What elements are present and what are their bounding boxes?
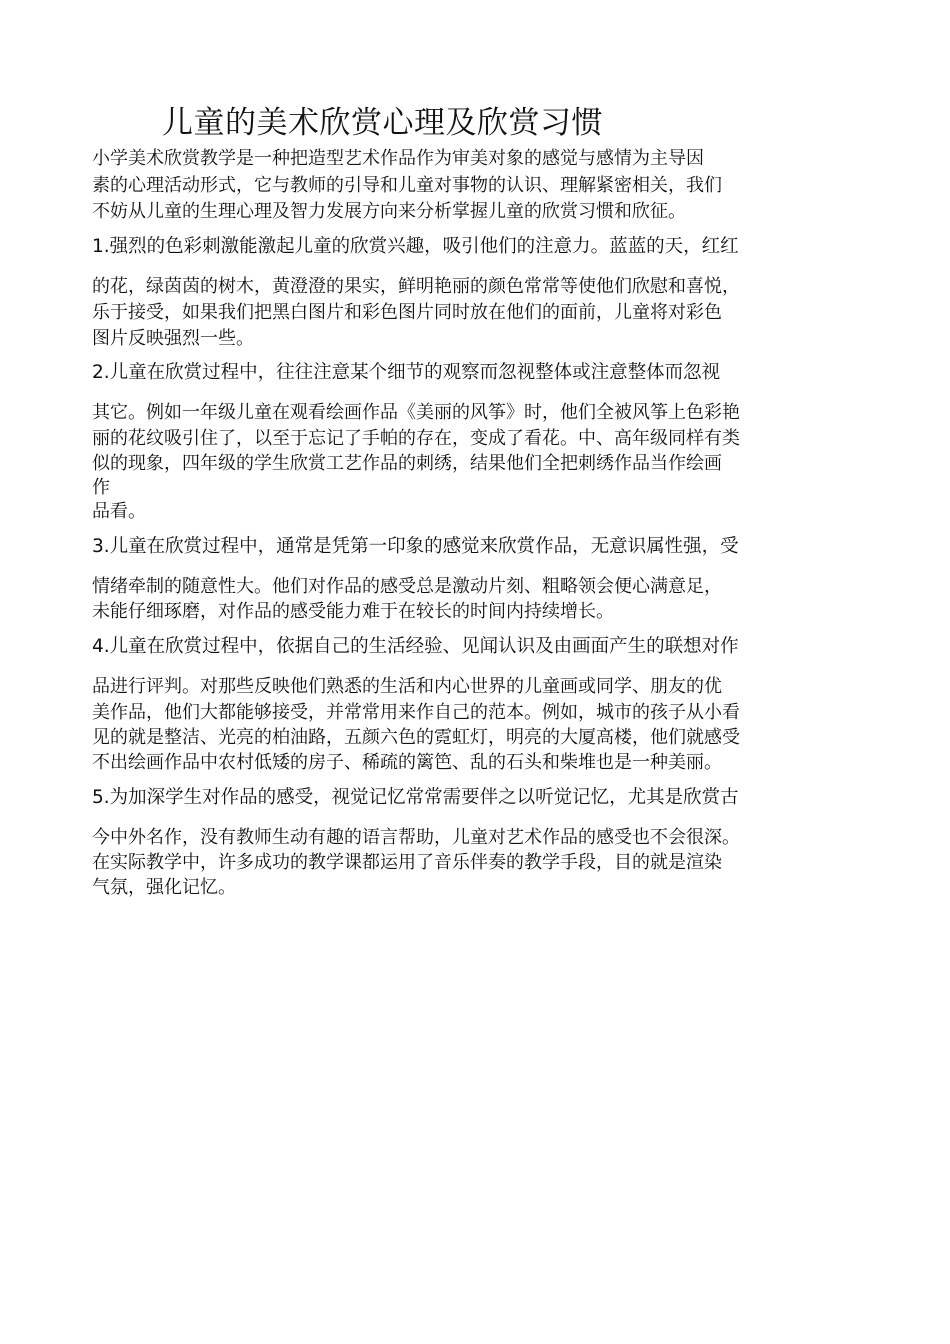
section-2-line: 似的现象，四年级的学生欣赏工艺作品的刺绣，结果他们全把刺绣作品当作绘画	[92, 453, 722, 474]
section-5-line: 气氛，强化记忆。	[92, 877, 236, 898]
section-1-line: 乐于接受，如果我们把黑白图片和彩色图片同时放在他们的面前，儿童将对彩色	[92, 302, 722, 323]
intro-line: 素的心理活动形式，它与教师的引导和儿童对事物的认识、理解紧密相关，我们	[92, 175, 722, 196]
section-4-lead	[92, 635, 892, 659]
section-1-line: 的花，绿茵茵的树木，黄澄澄的果实，鲜明艳丽的颜色常常等使他们欣慰和喜悦，	[92, 276, 740, 297]
document-title: 儿童的美术欣赏心理及欣赏习惯	[162, 105, 603, 141]
section-5-line: 今中外名作，没有教师生动有趣的语言帮助，儿童对艺术作品的感受也不会很深。	[92, 827, 740, 848]
section-5-line: 在实际教学中，许多成功的教学课都运用了音乐伴奏的教学手段，目的就是渲染	[92, 852, 722, 873]
section-3-line: 情绪牵制的随意性大。他们对作品的感受总是激动片刻、粗略领会便心满意足，	[92, 576, 722, 597]
section-number: 2.	[92, 362, 110, 383]
section-1-lead	[92, 235, 892, 259]
section-4-line: 不出绘画作品中农村低矮的房子、稀疏的篱笆、乱的石头和柴堆也是一种美丽。	[92, 752, 722, 773]
section-4-line: 美作品，他们大都能够接受，并常常用来作自己的范本。例如，城市的孩子从小看	[92, 702, 740, 723]
section-number: 5.	[92, 787, 110, 808]
intro-line: 不妨从儿童的生理心理及智力发展方向来分析掌握儿童的欣赏习惯和欣征。	[92, 201, 686, 222]
section-lead-text: 为加深学生对作品的感受，视觉记忆常常需要伴之以听觉记忆，尤其是欣赏古	[109, 787, 739, 808]
section-number: 1.	[92, 236, 110, 257]
section-2-line: 丽的花纹吸引住了，以至于忘记了手帕的存在，变成了看花。中、高年级同样有类	[92, 428, 740, 449]
section-5-lead	[92, 786, 892, 810]
section-2-line: 品看。	[92, 501, 146, 522]
section-3-lead	[92, 535, 892, 559]
section-number: 4.	[92, 636, 110, 657]
section-4-line: 见的就是整洁、光亮的柏油路，五颜六色的霓虹灯，明亮的大厦高楼，他们就感受	[92, 727, 740, 748]
intro-line: 小学美术欣赏教学是一种把造型艺术作品作为审美对象的感觉与感情为主导因	[92, 148, 704, 169]
section-1-line: 图片反映强烈一些。	[92, 328, 254, 349]
section-3-line: 未能仔细琢磨，对作品的感受能力难于在较长的时间内持续增长。	[92, 601, 614, 622]
section-lead-text: 儿童在欣赏过程中，通常是凭第一印象的感觉来欣赏作品，无意识属性强，受	[109, 536, 739, 557]
section-4-line: 品进行评判。对那些反映他们熟悉的生活和内心世界的儿童画或同学、朋友的优	[92, 676, 722, 697]
section-2-line: 其它。例如一年级儿童在观看绘画作品《美丽的风筝》时，他们全被风筝上色彩艳	[92, 402, 740, 423]
section-lead-text: 强烈的色彩刺激能激起儿童的欣赏兴趣，吸引他们的注意力。蓝蓝的天，红红	[109, 236, 739, 257]
section-2-line: 作	[92, 477, 110, 498]
section-number: 3.	[92, 536, 110, 557]
section-2-lead	[92, 361, 892, 385]
section-lead-text: 儿童在欣赏过程中，依据自己的生活经验、见闻认识及由画面产生的联想对作	[109, 636, 739, 657]
section-lead-text: 儿童在欣赏过程中，往往注意某个细节的观察而忽视整体或注意整体而忽视	[109, 362, 721, 383]
